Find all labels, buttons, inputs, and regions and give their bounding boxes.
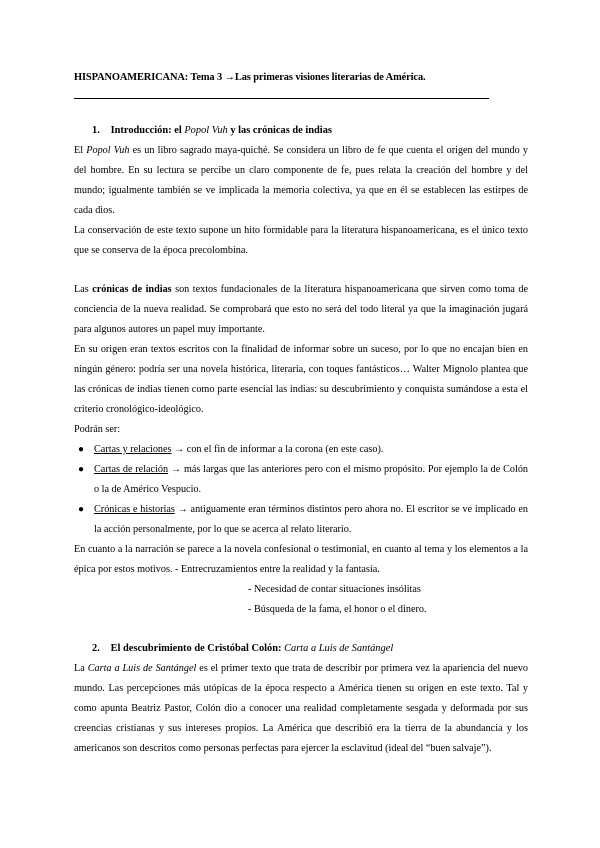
text-bold: crónicas de indias <box>92 284 172 295</box>
text: son textos fundacionales de la literatura hispanoamericana que sirven como toma de conciencia de la nueva realidad. Se comprobará que esto no será del todo literal ya que la imaginación jugará para algunos autores un papel muy importante. <box>74 284 528 335</box>
motives-list <box>74 580 528 620</box>
document-body <box>74 121 528 759</box>
list-item-term: Cartas de relación <box>94 464 169 475</box>
list-item-term: Crónicas e historias <box>94 504 175 515</box>
paragraph-origin: En su origen eran textos escritos con la finalidad de informar sobre un suceso, por lo que no encajan bien en ningún género: podría ser una novela histórica, literaria, con toques fantásticos… Walter Mignolo plantea que las crónicas de indias tienen como parte esencial las indias: su descubrimiento y conquista sumándose a esta el criterio cronológico-ideológico. <box>74 344 528 415</box>
paragraph-cronicas <box>74 280 528 340</box>
paragraph-conservation: La conservación de este texto supone un hito formidable para la literatura hispanoamericana, es el único texto que se conserva de la época precolombina. <box>74 225 528 256</box>
bullet-icon: ● <box>78 464 85 475</box>
header-rule <box>74 98 489 99</box>
list-item <box>74 460 528 500</box>
spacer <box>74 620 528 639</box>
list-item-text: → con el fin de informar a la corona (en este caso). <box>174 444 384 455</box>
text: La <box>74 663 85 674</box>
text: es el primer texto que trata de describir por primera vez la apariencia del nuevo mundo. Las percepciones más utópicas de la época respecto a América tienen su origen en este texto. Tal y como apunta Beatriz Pastor, Colón dio a conocer una realidad completamente sesgada y deformada por sus creencias cristianas y sus intereses propios. La América que describió era la tierra de la abundancia y los americanos son descritos como personas perfectas para ejercer la esclavitud (ideal del “buen salvaje”). <box>74 663 529 754</box>
list-item-term: Cartas y relaciones <box>94 444 172 455</box>
spacer <box>74 261 528 280</box>
paragraph-popol-vuh <box>74 141 528 221</box>
bullet-icon: ● <box>78 504 85 515</box>
section-2-title-italic: Carta a Luis de Santángel <box>284 643 394 654</box>
motive-item: - Búsqueda de la fama, el honor o el dinero. <box>248 604 427 615</box>
section-1-number: 1. <box>92 125 100 136</box>
bullet-list <box>74 440 528 540</box>
list-item <box>74 440 528 460</box>
paragraph-narracion: En cuanto a la narración se parece a la novela confesional o testimonial, en cuanto al tema y los elementos a la épica por estos motivos. - Entrecruzamientos entre la realidad y la fantasía. <box>74 544 528 575</box>
section-2-number: 2. <box>92 643 100 654</box>
text: es un libro sagrado maya-quiché. Se considera un libro de fe que cuenta el origen del mundo y del hombre. En su lectura se percibe un claro componente de fe, pues relata la creación del hombre y del mundo; igualmente también se ve implicada la memoria colectiva, ya que en él se establecen las estirpes de cada dios. <box>74 145 529 216</box>
document-header: HISPANOAMERICANA: Tema 3 →Las primeras visiones literarias de América. <box>74 72 426 83</box>
text-italic: Carta a Luis de Santángel <box>87 663 197 674</box>
motive-item: - Necesidad de contar situaciones insólitas <box>248 584 421 595</box>
section-2-heading <box>74 639 528 659</box>
list-item <box>74 500 528 540</box>
paragraph-podran: Podrán ser: <box>74 424 121 435</box>
list-item-text: → más largas que las anteriores pero con el mismo propósito. Por ejemplo la de Colón o la de Américo Vespucio. <box>94 464 529 495</box>
paragraph-carta <box>74 659 528 759</box>
text: El <box>74 145 84 156</box>
section-1-title-b: y las crónicas de indias <box>230 125 332 136</box>
section-1-title-italic: Popol Vuh <box>184 125 228 136</box>
section-2-title-bold: El descubrimiento de Cristóbal Colón: <box>110 643 282 654</box>
list-item-text: → antiguamente eran términos distintos pero ahora no. El escritor se ve implicado en la acción personalmente, por lo que se acerca al relato literario. <box>94 504 528 535</box>
section-1-title-a: Introducción: el <box>110 125 182 136</box>
text-italic: Popol Vuh <box>86 145 130 156</box>
bullet-icon: ● <box>78 444 85 455</box>
section-1-heading <box>74 121 528 141</box>
text: Las <box>74 284 89 295</box>
